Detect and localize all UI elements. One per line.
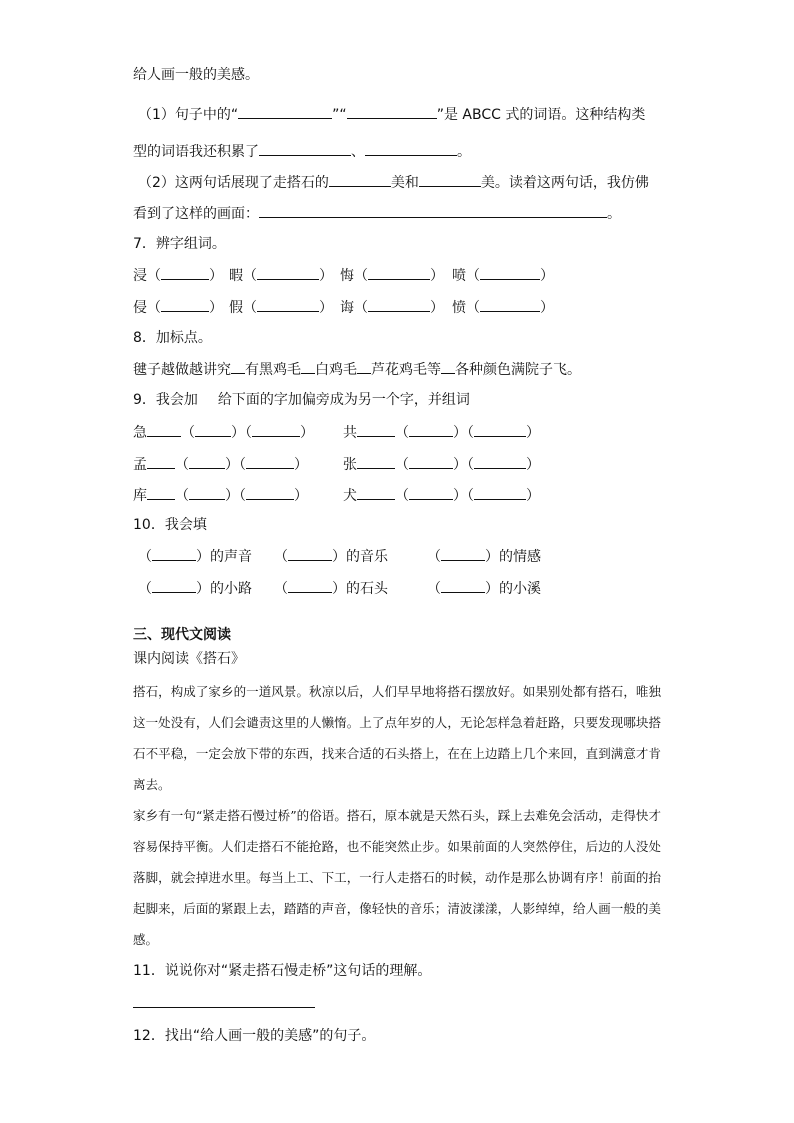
answer-blank[interactable] (152, 546, 196, 561)
answer-blank[interactable] (474, 485, 526, 500)
q9-item: 犬 （ ）（ ） (343, 485, 540, 505)
answer-blank[interactable] (238, 104, 332, 119)
q7-item: 诲（ ） (340, 297, 444, 317)
answer-blank[interactable] (147, 422, 181, 437)
q9-item: 张 （ ）（ ） (343, 454, 540, 474)
answer-blank[interactable] (474, 422, 526, 437)
q6-part2-line2: 看到了这样的画面： 。 (133, 203, 621, 223)
answer-blank[interactable] (147, 485, 175, 500)
answer-blank[interactable] (357, 485, 395, 500)
answer-blank[interactable] (189, 485, 225, 500)
answer-blank[interactable] (480, 265, 540, 280)
answer-blank[interactable] (368, 265, 430, 280)
answer-blank[interactable] (246, 485, 294, 500)
q10-item: （ ）的小溪 (427, 578, 541, 598)
answer-blank[interactable] (259, 141, 351, 156)
q12-question: 12．找出“给人画一般的美感”的句子。 (133, 1028, 376, 1044)
q10-item: （ ）的声音 (138, 546, 252, 566)
q8-title: 8．加标点。 (133, 330, 212, 346)
q7-item: 喷（ ） (452, 265, 554, 285)
q7-item: 浸（ ） (133, 265, 223, 285)
answer-blank[interactable] (419, 172, 481, 187)
q7-item: 暇（ ） (229, 265, 333, 285)
intro-line: 给人画一般的美感。 (133, 67, 259, 83)
q9-item: 共 （ ）（ ） (343, 422, 540, 442)
answer-blank[interactable] (257, 297, 319, 312)
q7-item: 愤（ ） (452, 297, 554, 317)
punctuation-blank[interactable] (441, 359, 455, 374)
q6-part1-line2: 型的词语我还积累了 、 。 (133, 141, 471, 161)
q7-item: 悔（ ） (340, 265, 444, 285)
q8-sentence: 毽子越做越讲究 有黑鸡毛 白鸡毛 芦花鸡毛等 各种颜色满院子飞。 (133, 359, 581, 379)
answer-blank[interactable] (480, 297, 540, 312)
answer-line[interactable] (133, 1007, 315, 1008)
q10-item: （ ）的音乐 (274, 546, 388, 566)
q7-item: 假（ ） (229, 297, 333, 317)
answer-blank[interactable] (357, 422, 395, 437)
answer-blank[interactable] (252, 422, 300, 437)
answer-blank[interactable] (259, 203, 607, 218)
answer-blank[interactable] (474, 454, 526, 469)
answer-blank[interactable] (365, 141, 457, 156)
answer-blank[interactable] (288, 578, 332, 593)
answer-blank[interactable] (257, 265, 319, 280)
q10-item: （ ）的石头 (274, 578, 388, 598)
q10-title: 10．我会填 (133, 517, 207, 533)
q6-part1-line1: （1）句子中的“ ”“ ”是 ABCC 式的词语。这种结构类 (138, 104, 645, 124)
q9-item: 急 （ ）（ ） (133, 422, 314, 442)
answer-blank[interactable] (409, 454, 453, 469)
answer-blank[interactable] (161, 297, 209, 312)
answer-blank[interactable] (147, 454, 175, 469)
q10-item: （ ）的情感 (427, 546, 541, 566)
q9-item: 库 （ ）（ ） (133, 485, 308, 505)
answer-blank[interactable] (329, 172, 391, 187)
answer-blank[interactable] (357, 454, 395, 469)
answer-blank[interactable] (195, 422, 231, 437)
section-heading: 三、现代文阅读 (133, 627, 231, 643)
reading-subtitle: 课内阅读《搭石》 (133, 651, 245, 667)
q10-item: （ ）的小路 (138, 578, 252, 598)
q6-part2-line1: （2）这两句话展现了走搭石的 美和 美。读着这两句话，我仿佛 (138, 172, 649, 192)
answer-blank[interactable] (347, 104, 437, 119)
q9-item: 孟 （ ）（ ） (133, 454, 308, 474)
q11-question: 11．说说你对“紧走搭石慢走桥”这句话的理解。 (133, 963, 432, 979)
passage-paragraph-2: 家乡有一句“紧走搭石慢过桥”的俗语。搭石，原本就是天然石头，踩上去难免会活动，走得快才容易保持平衡。人们走搭石不能抢路，也不能突然止步。如果前面的人突然停住，后边的人没处落脚，就会掉进水里。每当上工、下工，一行人走搭石的时候，动作是那么协调有序！前面的抬起脚来，后面的紧跟上去，踏踏的声音，像轻快的音乐；清波漾漾，人影绰绰，给人画一般的美感。 (133, 808, 661, 947)
answer-blank[interactable] (246, 454, 294, 469)
answer-blank[interactable] (152, 578, 196, 593)
answer-blank[interactable] (161, 265, 209, 280)
punctuation-blank[interactable] (301, 359, 315, 374)
q7-title: 7．辨字组词。 (133, 236, 226, 252)
q9-title: 9．我会加 给下面的字加偏旁成为另一个字，并组词 (133, 392, 470, 408)
answer-blank[interactable] (189, 454, 225, 469)
answer-blank[interactable] (409, 422, 453, 437)
q7-item: 侵（ ） (133, 297, 223, 317)
punctuation-blank[interactable] (231, 359, 245, 374)
answer-blank[interactable] (441, 578, 485, 593)
answer-blank[interactable] (368, 297, 430, 312)
punctuation-blank[interactable] (357, 359, 371, 374)
passage-paragraph-1: 搭石，构成了家乡的一道风景。秋凉以后，人们早早地将搭石摆放好。如果别处都有搭石，唯独这一处没有，人们会谴责这里的人懒惰。上了点年岁的人，无论怎样急着赶路，只要发现哪块搭石不平稳，一定会放下带的东西，找来合适的石头搭上，在在上边踏上几个来回，直到满意才肯离去。 (133, 684, 661, 792)
answer-blank[interactable] (409, 485, 453, 500)
answer-blank[interactable] (288, 546, 332, 561)
answer-blank[interactable] (441, 546, 485, 561)
